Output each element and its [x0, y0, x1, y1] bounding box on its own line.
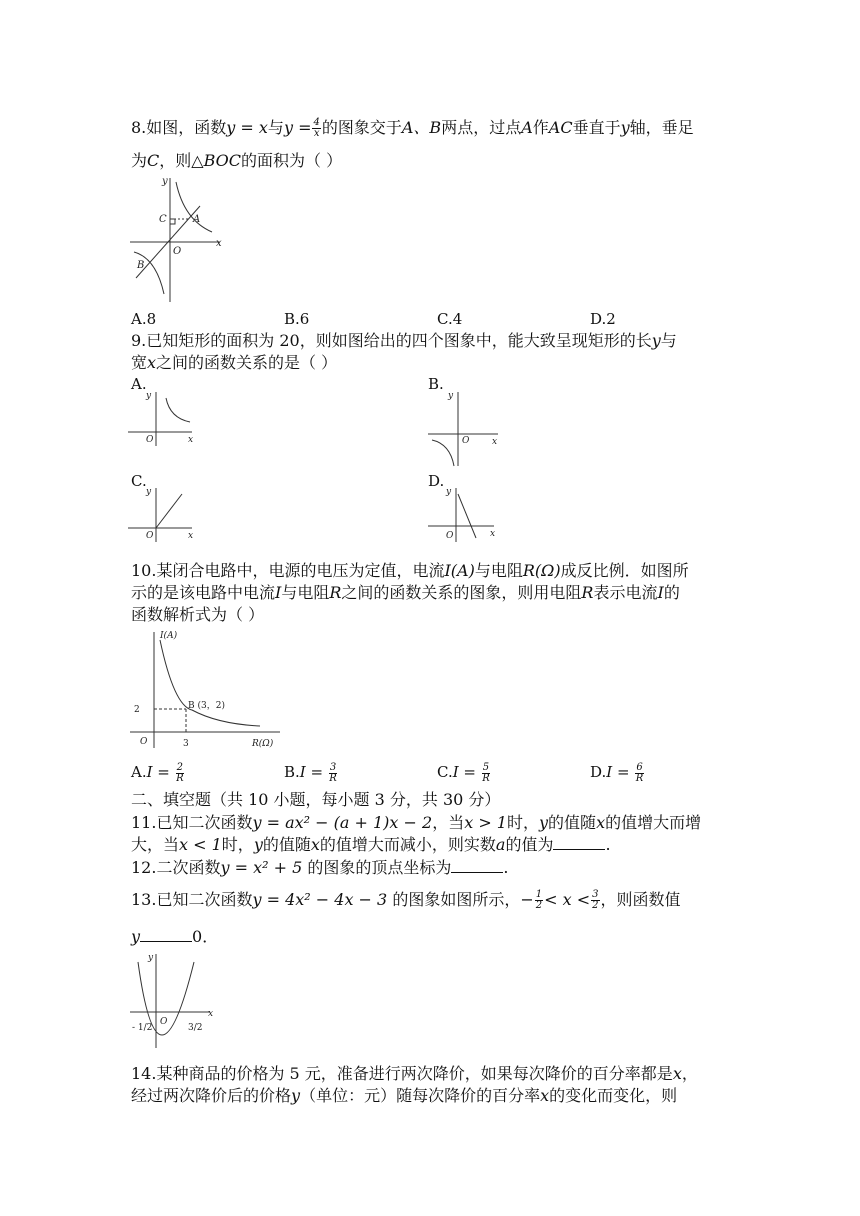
q12-text: 的图象的顶点坐标为	[307, 858, 452, 877]
q8-text: 两点，过点	[441, 118, 522, 137]
graph-label: O	[173, 246, 182, 257]
q8-point-a: A	[521, 118, 533, 137]
q9-text: 宽	[131, 353, 148, 372]
frac-num: 4	[313, 117, 320, 128]
q9-option-d[interactable]: D.	[428, 472, 445, 490]
q14-text: ，	[681, 1064, 698, 1083]
frac-den: x	[313, 128, 320, 139]
graph-label: O	[146, 531, 154, 541]
q10-line-2	[131, 582, 680, 604]
q10-line-3	[131, 604, 264, 626]
q10-text: 与电阻	[474, 561, 523, 580]
graph-label: O	[446, 531, 454, 541]
q9-text: 9.已知矩形的面积为 20，则如图给出的四个图象中，能大致呈现矩形的长	[131, 331, 652, 350]
q9-var: y	[651, 331, 661, 350]
q11-text: 的值随	[548, 813, 597, 832]
graph-label: y	[146, 487, 152, 497]
q10-option-d[interactable]	[590, 762, 645, 784]
q8-text: 8.如图，函数	[131, 118, 227, 137]
q9-option-c[interactable]: C.	[131, 472, 147, 490]
q11-text: .	[605, 835, 611, 854]
graph-label: B (3，2)	[188, 701, 225, 711]
q11-var: y	[539, 813, 549, 832]
graph-label: 2	[134, 705, 140, 715]
q11-cond: x > 1	[464, 813, 507, 832]
frac-den: R	[329, 772, 337, 784]
opt-lhs: I =	[606, 763, 630, 781]
q13-text: 0．	[192, 927, 219, 946]
opt-prefix: D.	[590, 763, 607, 781]
q9-graph-a	[126, 388, 206, 448]
frac-den: 2	[592, 900, 599, 911]
q13-neg: −	[520, 890, 534, 909]
graph-label: C	[159, 214, 167, 225]
q8-line-2	[131, 150, 342, 172]
frac-num: 2	[176, 761, 184, 773]
q10-var: R	[581, 583, 594, 602]
q14-text: 14.某种商品的价格为 5 元，准备进行两次降价，如果每次降价的百分率都是	[131, 1064, 673, 1083]
q11-text: 时，	[506, 813, 539, 832]
q10-text: 的	[663, 583, 680, 602]
q11-eq: y = ax² − (a + 1)x − 2	[252, 813, 433, 832]
q10-text: 10.某闭合电路中，电源的电压为定值，电流	[131, 561, 445, 580]
q9-graph-b	[426, 388, 506, 468]
right-angle-mark	[170, 219, 175, 224]
q8-triangle: BOC	[203, 151, 241, 170]
section-heading: 二、填空题（共 10 小题，每小题 3 分，共 30 分）	[131, 790, 501, 809]
q11-text: 的值增大而减小，则实数	[319, 835, 496, 854]
graph-label: y	[148, 953, 154, 963]
opt-lhs: I =	[299, 763, 324, 781]
q13-line-2	[131, 926, 218, 948]
q10-text: 与电阻	[281, 583, 330, 602]
q13-text: 的图象如图所示，	[392, 890, 521, 909]
opt-prefix: B.	[284, 763, 300, 781]
q11-var: x	[596, 813, 606, 832]
graph-label: 3/2	[188, 1023, 203, 1033]
q8-point-c: C	[147, 151, 160, 170]
opt-frac	[482, 763, 490, 784]
q10-option-a[interactable]	[131, 762, 185, 784]
q11-var: x	[310, 835, 320, 854]
q8-eq2: y =	[283, 118, 312, 137]
q10-var: I(A)	[444, 561, 475, 580]
q11-var: a	[495, 835, 506, 854]
q9-option-b[interactable]: B.	[428, 375, 444, 393]
frac-num: 3	[592, 889, 599, 900]
q12-text: .	[503, 858, 509, 877]
q8-text: 的面积为（ ）	[241, 151, 343, 170]
q11-text: 11.已知二次函数	[131, 813, 253, 832]
q11-line-2	[131, 834, 611, 856]
q13-var: y	[131, 927, 141, 946]
q9-var: x	[147, 353, 157, 372]
q8-line-1	[131, 117, 694, 139]
q13-eq: y = 4x² − 4x − 3	[252, 890, 388, 909]
q13-graph	[128, 948, 218, 1058]
graph-label: y	[448, 391, 454, 401]
q11-text: 的值随	[262, 835, 311, 854]
q8-text: 作	[532, 118, 549, 137]
graph-label: x	[188, 435, 194, 445]
q8-segment: AC	[548, 118, 573, 137]
q10-text: 表示电流	[593, 583, 658, 602]
q10-var: I	[657, 583, 664, 602]
q13-frac-2	[591, 890, 599, 911]
graph-label: O	[462, 436, 470, 446]
q11-text: 的值增大而增	[605, 813, 702, 832]
opt-frac	[635, 763, 643, 784]
graph-label: I(A)	[160, 631, 178, 641]
q10-var: R(Ω)	[522, 561, 561, 580]
q8-text: 垂直于	[572, 118, 621, 137]
q11-var: y	[253, 835, 263, 854]
q11-text: 时，	[221, 835, 254, 854]
q8-option-d[interactable]: D.2	[590, 310, 616, 328]
q14-var: x	[540, 1086, 550, 1105]
graph-label: x	[490, 529, 496, 539]
graph-label: 3	[183, 739, 189, 749]
q8-axis: y	[620, 118, 630, 137]
q11-text: ，当	[432, 813, 465, 832]
q8-option-c[interactable]: C.4	[437, 310, 463, 328]
q14-line-2	[131, 1085, 677, 1107]
q9-graph-c	[126, 484, 206, 544]
q9-line-2	[131, 352, 337, 374]
q9-graph-d	[426, 484, 506, 544]
q13-line-1	[131, 889, 681, 911]
graph-label: O	[140, 737, 148, 747]
frac-num: 6	[636, 761, 643, 773]
q9-text: 与	[660, 331, 677, 350]
q14-text: 经过两次降价后的价格	[131, 1086, 292, 1105]
opt-frac	[329, 763, 337, 784]
q12-eq: y = x² + 5	[220, 858, 303, 877]
graph-label: y	[446, 487, 452, 497]
frac-den: R	[176, 772, 184, 784]
graph-label: O	[146, 435, 154, 445]
opt-lhs: I =	[146, 763, 170, 781]
q8-text: 轴，垂足	[629, 118, 694, 137]
graph-label: x	[492, 437, 498, 447]
q8-text: ，则△	[159, 151, 204, 170]
opt-prefix: A.	[131, 763, 147, 781]
q14-var: y	[291, 1086, 301, 1105]
q10-text: 成反比例．如图所	[560, 561, 689, 580]
q10-text: 之间的函数关系的图象，则用电阻	[341, 583, 582, 602]
frac-den: R	[482, 772, 490, 784]
q10-text: 示的是该电路中电流	[131, 583, 276, 602]
q10-text: 函数解析式为（ ）	[131, 605, 265, 624]
q13-text: ，则函数值	[600, 890, 681, 909]
q8-text: 为	[131, 151, 148, 170]
frac-num: 3	[329, 761, 337, 773]
q12-line	[131, 857, 508, 879]
q8-option-b[interactable]: B.6	[284, 310, 310, 328]
q8-option-a[interactable]: A.8	[131, 310, 157, 328]
opt-frac	[176, 763, 184, 784]
q8-eq1: y = x	[226, 118, 268, 137]
q10-line-1	[131, 560, 689, 582]
q8-points: A、B	[401, 118, 442, 137]
q10-var: I	[275, 583, 282, 602]
q10-var: R	[329, 583, 342, 602]
graph-label: R(Ω)	[252, 739, 274, 749]
graph-label: x	[188, 531, 194, 541]
q8-text: 与	[267, 118, 284, 137]
q11-answer-blank[interactable]	[553, 834, 605, 850]
q8-fraction	[312, 118, 320, 139]
q10-option-c[interactable]	[437, 762, 491, 784]
frac-den: 2	[535, 900, 543, 911]
q10-graph	[128, 628, 288, 752]
graph-label: x	[208, 1009, 214, 1019]
q10-option-b[interactable]	[284, 762, 338, 784]
graph-label: B	[137, 260, 145, 271]
opt-prefix: C.	[437, 763, 453, 781]
q8-text: 的图象交于	[321, 118, 402, 137]
q9-line-1	[131, 330, 677, 352]
q13-frac-1	[535, 890, 543, 911]
hyperbola-branch-2	[134, 252, 164, 294]
graph-label: O	[160, 1017, 168, 1027]
q9-text: 之间的函数关系的是（ ）	[156, 353, 338, 372]
q11-text: 的值为	[505, 835, 554, 854]
graph-label: y	[146, 391, 152, 401]
q14-text: （单位：元）随每次降价的百分率	[300, 1086, 541, 1105]
opt-lhs: I =	[452, 763, 476, 781]
q8-graph	[128, 172, 228, 304]
q13-ineq: < x <	[544, 890, 591, 909]
q12-text: 12.二次函数	[131, 858, 221, 877]
q11-line-1	[131, 812, 701, 834]
graph-label: - 1/2	[132, 1023, 153, 1033]
frac-den: R	[635, 772, 644, 784]
frac-num: 1	[535, 889, 543, 900]
q13-answer-blank[interactable]	[140, 926, 192, 942]
q14-var: x	[672, 1064, 682, 1083]
q9-option-a[interactable]: A.	[131, 375, 147, 393]
graph-label: x	[216, 238, 222, 249]
q12-answer-blank[interactable]	[451, 857, 503, 873]
q11-cond: x < 1	[179, 835, 222, 854]
q13-text: 13.已知二次函数	[131, 890, 253, 909]
graph-label: y	[162, 176, 168, 187]
graph-label: A	[193, 214, 201, 225]
frac-num: 5	[482, 761, 490, 773]
q14-text: 的变化而变化，则	[549, 1086, 678, 1105]
q14-line-1	[131, 1063, 698, 1085]
q11-text: 大，当	[131, 835, 180, 854]
